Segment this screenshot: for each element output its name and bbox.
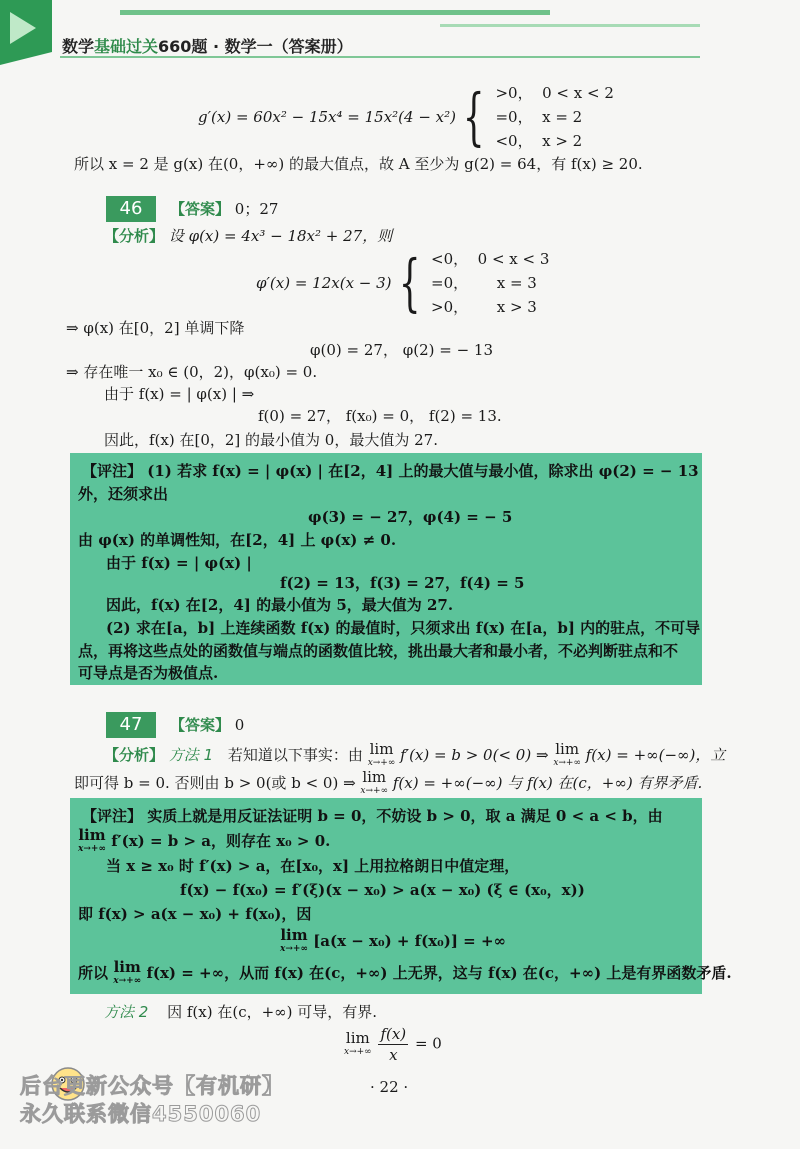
limit: lim x→+∞ <box>553 740 581 768</box>
case-row: <0， 0 < x < 3 <box>431 250 550 268</box>
remark-line: 即 f(x) > a(x − x₀) + f(x₀)，因 <box>78 905 312 923</box>
remark-line: 由 φ(x) 的单调性知，在[2，4] 上 φ(x) ≠ 0. <box>78 531 397 549</box>
remark-line: (2) 求在[a，b] 上连续函数 f(x) 的最值时，只须求出 f(x) 在[a，b] 内的驻点，不可导 <box>106 619 701 637</box>
math-line: φ(0) = 27， φ(2) = − 13 <box>310 341 493 359</box>
watermark-line: 永久联系微信4550060 <box>20 1102 262 1126</box>
remark-line: 当 x ≥ x₀ 时 f′(x) > a，在[x₀，x] 上用拉格朗日中值定理， <box>106 857 520 875</box>
limit: lim x→+∞ <box>280 926 308 954</box>
p45-conclusion: 所以 x = 2 是 g(x) 在(0，+∞) 的最大值点，故 A 至少为 g(2) = 64，有 f(x) ≥ 20. <box>74 155 643 173</box>
limit-fraction-equation: lim x→+∞ $\frac{f(x)}{x}$ = 0 <box>344 1025 442 1064</box>
math-line: ⇒ 存在唯一 x₀ ∈ (0，2)，φ(x₀) = 0. <box>66 363 318 381</box>
remark-line: f(x) − f(x₀) = f′(ξ)(x − x₀) > a(x − x₀) (ξ ∈ (x₀，x)) <box>180 881 585 899</box>
remark-line: 因此，f(x) 在[2，4] 的最小值为 5，最大值为 27. <box>106 596 454 614</box>
case-row: >0， x > 3 <box>431 298 537 316</box>
limit: lim x→+∞ <box>367 740 396 768</box>
case-row: =0， x = 2 <box>495 108 583 126</box>
method2-line: 方法 2 因 f(x) 在(c，+∞) 可导，有界. <box>104 1003 378 1021</box>
math-line: 由于 f(x) = | φ(x) | ⇒ <box>104 385 255 403</box>
watermark-line: 后台更新公众号【有机研】 <box>20 1074 284 1098</box>
math-line: 因此，f(x) 在[0，2] 的最小值为 0，最大值为 27. <box>104 431 438 449</box>
limit: lim x→+∞ <box>78 826 106 854</box>
answer-line: 【答案】 0；27 <box>170 200 279 218</box>
limit: lim x→+∞ <box>344 1028 372 1057</box>
limit: lim x→+∞ <box>360 768 389 796</box>
page-number: · 22 · <box>370 1078 409 1096</box>
math-line: ⇒ φ(x) 在[0，2] 单调下降 <box>66 319 245 337</box>
remark-line: f(2) = 13，f(3) = 27，f(4) = 5 <box>280 574 525 592</box>
remark-line: 所以 lim x→+∞ f(x) = +∞，从而 f(x) 在(c，+∞) 上无界，这与 f(x) 在(c，+∞) 上是有界函数矛盾. <box>78 958 732 986</box>
answer-line: 【答案】 0 <box>170 716 245 734</box>
running-header: 数学基础过关660题 · 数学一（答案册） <box>62 37 353 56</box>
phiprime-piecewise: φ′(x) = 12x(x − 3) { <0， 0 < x < 3 =0， x = 3 >0， x > 3 <box>256 245 550 319</box>
remark-box <box>70 453 702 685</box>
remark-line: 【评注】 实质上就是用反证法证明 b = 0，不妨设 b > 0，取 a 满足 0 < a < b，由 <box>82 807 663 825</box>
case-row: >0， 0 < x < 2 <box>495 84 614 102</box>
math-line: f(0) = 27， f(x₀) = 0， f(2) = 13. <box>258 407 502 425</box>
analysis-line: 即可得 b = 0. 否则由 b > 0(或 b < 0) ⇒ lim x→+∞ f(x) = +∞(−∞) 与 f(x) 在(c，+∞) 有界矛盾. <box>74 768 703 796</box>
remark-line: φ(3) = − 27，φ(4) = − 5 <box>308 508 513 526</box>
case-row: <0， x > 2 <box>495 132 583 150</box>
problem-number-badge: 47 <box>106 712 156 738</box>
remark-line: 可导点是否为极值点. <box>78 664 219 682</box>
gprime-piecewise: g′(x) = 60x² − 15x⁴ = 15x²(4 − x²) { >0， 0 < x < 2 =0， x = 2 <0， x > 2 <box>198 79 614 153</box>
gprime-lhs: g′(x) = 60x² − 15x⁴ = 15x²(4 − x²) <box>198 107 456 126</box>
remark-box <box>70 798 732 994</box>
remark-line: 点，再将这些点处的函数值与端点的函数值比较，挑出最大者和最小者，不必判断驻点和不 <box>78 642 679 660</box>
remark-line: 由于 f(x) = | φ(x) | <box>106 554 252 572</box>
remark-line: 外，还须求出 <box>78 485 169 503</box>
remark-line: lim x→+∞ [a(x − x₀) + f(x₀)] = +∞ <box>280 926 507 954</box>
remark-line: lim x→+∞ f′(x) = b > a，则存在 x₀ > 0. <box>78 826 331 854</box>
analysis-line: 【分析】 方法 1 若知道以下事实：由 lim x→+∞ f′(x) = b > 0(< 0) ⇒ lim x→+∞ f(x) = +∞(−∞)，立 <box>104 740 726 768</box>
fraction: $\frac{f(x)}{x}$ <box>380 1025 407 1064</box>
problem-number-badge: 46 <box>106 196 156 222</box>
case-row: =0， x = 3 <box>431 274 537 292</box>
remark-line: 【评注】 (1) 若求 f(x) = | φ(x) | 在[2，4] 上的最大值与最小值，除求出 φ(2) = − 13 <box>82 462 699 480</box>
limit: lim x→+∞ <box>113 958 142 986</box>
analysis-line: 【分析】 设 φ(x) = 4x³ − 18x² + 27，则 <box>104 227 393 245</box>
